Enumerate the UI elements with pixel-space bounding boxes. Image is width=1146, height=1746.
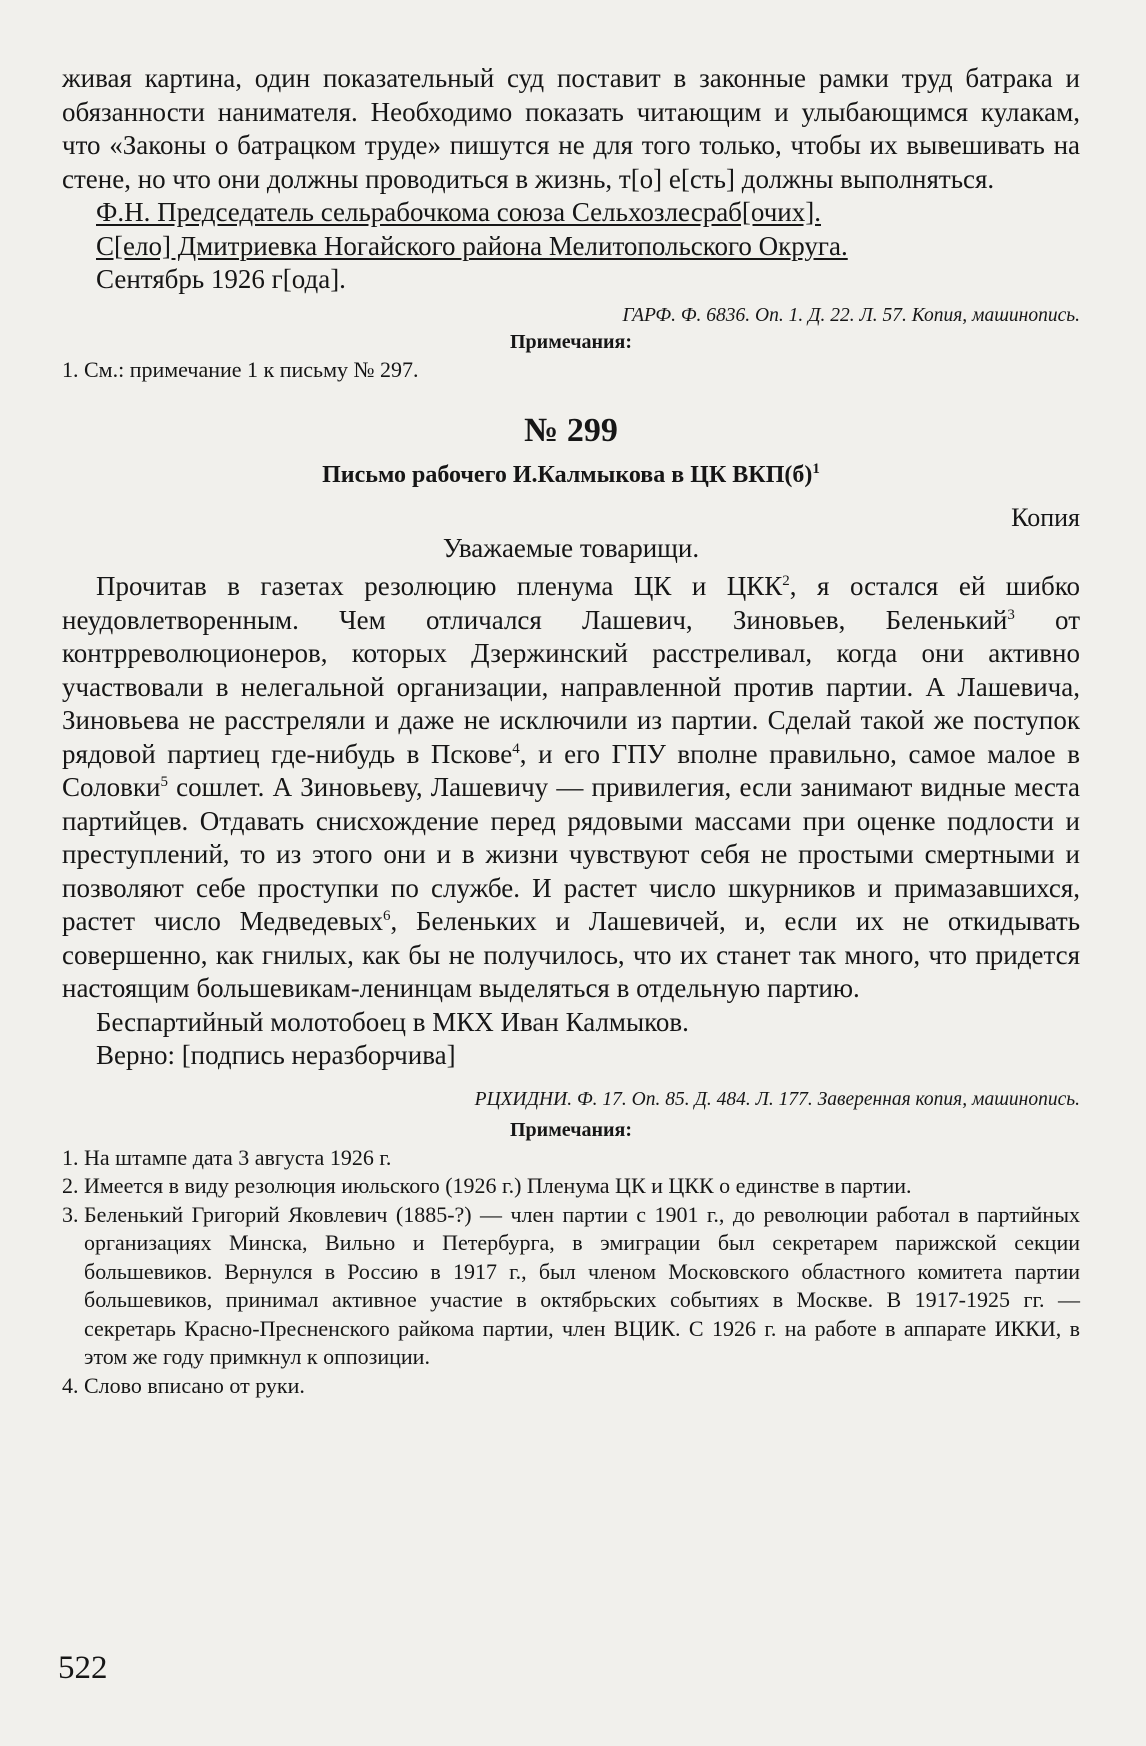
verification-line: Верно: [подпись неразборчива] [96, 1040, 456, 1070]
footnote-mark: 5 [160, 774, 168, 790]
body-text-segment: , Беленьких и Лашевичей, и, если их не откидывать совершенно, как гнилых, как бы не получилось, что их станет так много, что придется настоящим большевикам-ленинцам выделяться в отдельную партию. [62, 906, 1081, 1003]
note-item [62, 1201, 1080, 1372]
date-line: Сентябрь 1926 г[ода]. [96, 264, 346, 294]
note-number: 3. [62, 1201, 79, 1227]
body-text-segment: Прочитав в газетах резолюцию пленума ЦК и ЦКК [96, 571, 783, 601]
copy-label: Копия [1011, 503, 1080, 532]
document-title-text: Письмо рабочего И.Калмыкова в ЦК ВКП(б) [322, 462, 813, 488]
place-text: С[ело] Дмитриевка Ногайского района Мелитопольского Округа. [96, 230, 848, 261]
note-text: На штампе дата 3 августа 1926 г. [84, 1144, 392, 1170]
archive-source-2: РЦХИДНИ. Ф. 17. Оп. 85. Д. 484. Л. 177. Заверенная копия, машинопись. [474, 1088, 1080, 1110]
body-text-segment: , я остался ей шибко неудовлетворенным. Чем отличался Лашевич, Зиновьев, Беленький [62, 571, 1080, 635]
notes-title-2: Примечания: [509, 1118, 632, 1141]
notes-list-2 [62, 1144, 1080, 1401]
document-page [62, 62, 1080, 1400]
footnote-mark: 6 [382, 908, 391, 924]
title-footnote-mark: 1 [812, 461, 820, 477]
letter-signature: Беспартийный молотобоец в МКХ Иван Калмыков. [96, 1006, 689, 1037]
footnote-mark: 2 [782, 573, 790, 589]
note-number: 1. [62, 1144, 79, 1170]
note-text: Беленький Григорий Яковлевич (1885-?) — член партии с 1901 г., до революции работал в партийных организациях Минска, Вильно и Петербурга, в эмиграции был секретарем парижской секции большевиков. Вернулся в Россию в 1917 г., был членом Московского областного комитета партии большевиков, принимал активное участие в октябрьских событиях в Москве. В 1917-1925 гг. — секретарь Красно-Пресненского райкома партии, член ВЦИК. С 1926 г. на работе в аппарате ИККИ, в этом же году примкнул к оппозиции. [84, 1201, 1080, 1369]
note-number: 1. [62, 356, 79, 382]
salutation: Уважаемые товарищи. [442, 533, 700, 563]
document-title [62, 462, 1080, 489]
signature-line-2 [62, 230, 1080, 264]
body-text-segment: от контрреволюционеров, которых Дзержинский расстреливал, когда они активно участвовали в нелегальной организации, направленной против партии. А Лашевича, Зиновьева не расстреляли и даже не исключили из партии. Сделай такой же поступок рядовой партиец где-нибудь в Пскове [62, 604, 1080, 769]
footnote-mark: 3 [1007, 606, 1015, 623]
footnote-mark: 4 [512, 740, 520, 757]
note-item [62, 1144, 1080, 1173]
body-text-segment: сошлет. А Зиновьеву, Лашевичу — привилегия, если занимают видные места партийцев. Отдавать снисхождение перед рядовыми массами при оценке подлости и преступлений, то из этого они и в жизни чувствуют себя не простыми смертными и позволяют себе проступки по службе. И растет число шкурников и примазавшихся, растет число Медведевых [62, 772, 1080, 936]
page-number: 522 [58, 1650, 108, 1686]
document-number: № 299 [524, 412, 618, 449]
notes-list-1 [62, 356, 1080, 385]
note-item [62, 1372, 1080, 1401]
archive-source-1: ГАРФ. Ф. 6836. Оп. 1. Д. 22. Л. 57. Копия, машинопись. [622, 304, 1080, 326]
note-number: 2. [62, 1173, 79, 1198]
body-text-segment: , и его ГПУ вполне правильно, самое малое в Соловки [62, 738, 1080, 802]
note-text: Имеется в виду резолюция июльского (1926 г.) Пленума ЦК и ЦКК о единстве в партии. [84, 1173, 912, 1198]
signature-line-1: Ф.Н. Председатель сельрабочкома союза Сельхозлесраб[очих]. [96, 197, 821, 227]
note-item [62, 356, 1080, 385]
notes-title-1: Примечания: [509, 330, 632, 353]
note-text: См.: примечание 1 к письму № 297. [84, 356, 419, 382]
top-paragraph: живая картина, один показательный суд поставит в законные рамки труд батрака и обязанности нанимателя. Необходимо показать читающим и улыбающимся кулакам, что «Законы о батрацком труде» пишутся не для того только, чтобы их вывешивать на стене, но что они должны проводиться в жизнь, т[о] е[сть] должны выполняться. [62, 63, 1080, 194]
note-item [62, 1172, 1080, 1201]
letter-body [62, 570, 1080, 1006]
note-text: Слово вписано от руки. [84, 1372, 305, 1398]
note-number: 4. [62, 1372, 79, 1398]
